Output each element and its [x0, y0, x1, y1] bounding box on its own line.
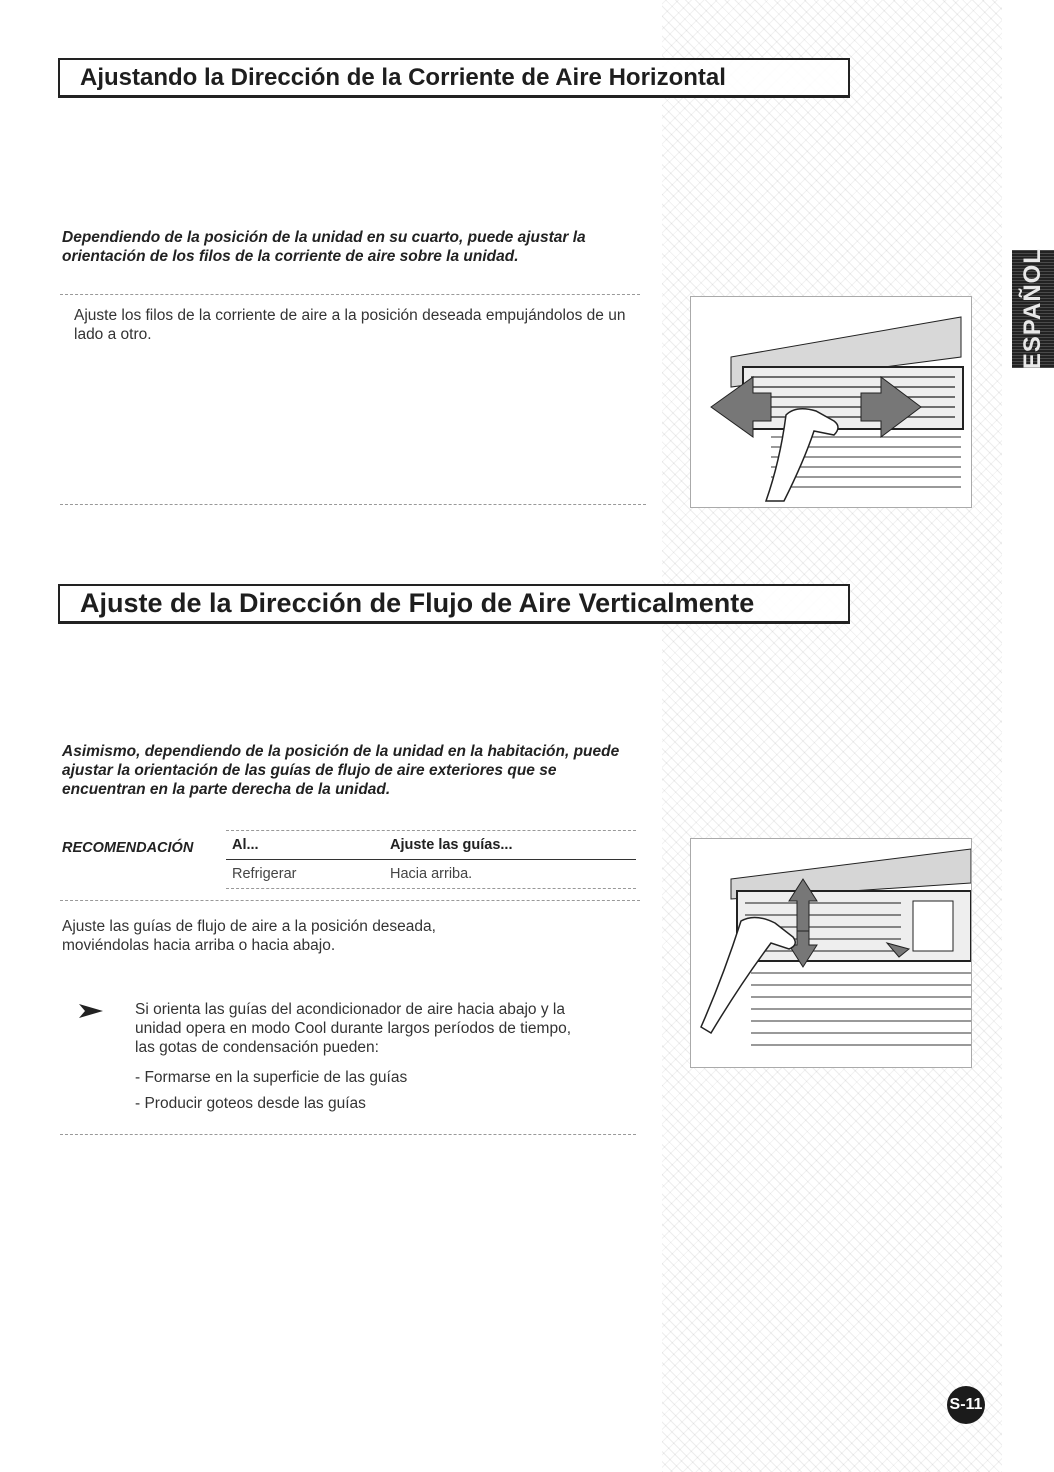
section2-figure: [690, 838, 972, 1068]
section1-title-box: [58, 58, 850, 98]
patterned-side-panel: [662, 0, 1002, 1472]
list-item: - Formarse en la superficie de las guías: [135, 1069, 408, 1086]
recommendation-table: [226, 830, 636, 889]
hand-adjusting-vertical-louvers-icon: [691, 839, 971, 1067]
divider: [60, 294, 640, 295]
hand-adjusting-horizontal-louvers-icon: [691, 297, 971, 507]
section2-title-box: [58, 584, 850, 624]
header-cell: Ajuste las guías...: [390, 837, 513, 853]
section1-lead: Dependiendo de la posición de la unidad en su cuarto, puede ajustar la orientación de los filos de la corriente de aire sobre la unidad.: [62, 229, 586, 265]
divider: [60, 900, 640, 901]
language-tab-label: ESPAÑOL: [1019, 248, 1046, 370]
section1-figure: [690, 296, 972, 508]
recommendation-header-row: [226, 831, 636, 860]
section2-lead: Asimismo, dependiendo de la posición de la unidad en la habitación, puede ajustar la orientación de las guías de flujo de aire exteriores que se encuentran en la parte derecha de la unidad.: [62, 743, 620, 798]
condensation-note: Si orienta las guías del acondicionador de aire hacia abajo y la unidad opera en modo Cool durante largos períodos de tiempo, las gotas de condensación pueden:: [135, 1001, 572, 1056]
table-row: [226, 860, 636, 889]
divider: [60, 1134, 636, 1135]
section1-title: Ajustando la Dirección de la Corriente de Aire Horizontal: [80, 63, 726, 91]
page-number: S-11: [949, 1396, 983, 1413]
recommendation-label: RECOMENDACIÓN: [62, 840, 194, 856]
page-number-badge: [947, 1386, 985, 1424]
section2-title: Ajuste de la Dirección de Flujo de Aire Verticalmente: [80, 588, 755, 618]
note-arrow-icon: [79, 1004, 103, 1018]
list-item: - Producir goteos desde las guías: [135, 1095, 366, 1112]
divider: [60, 504, 646, 505]
section1-body: Ajuste los filos de la corriente de aire a la posición deseada empujándolos de un lado a otro.: [74, 307, 626, 343]
table-cell: Hacia arriba.: [390, 866, 473, 882]
note-list: [135, 1069, 407, 1121]
header-cell: Al...: [232, 837, 259, 853]
section2-body: Ajuste las guías de flujo de aire a la posición deseada, moviéndolas hacia arriba o hacia abajo.: [62, 918, 436, 954]
table-cell: Refrigerar: [232, 866, 297, 882]
language-tab: [1012, 250, 1054, 368]
